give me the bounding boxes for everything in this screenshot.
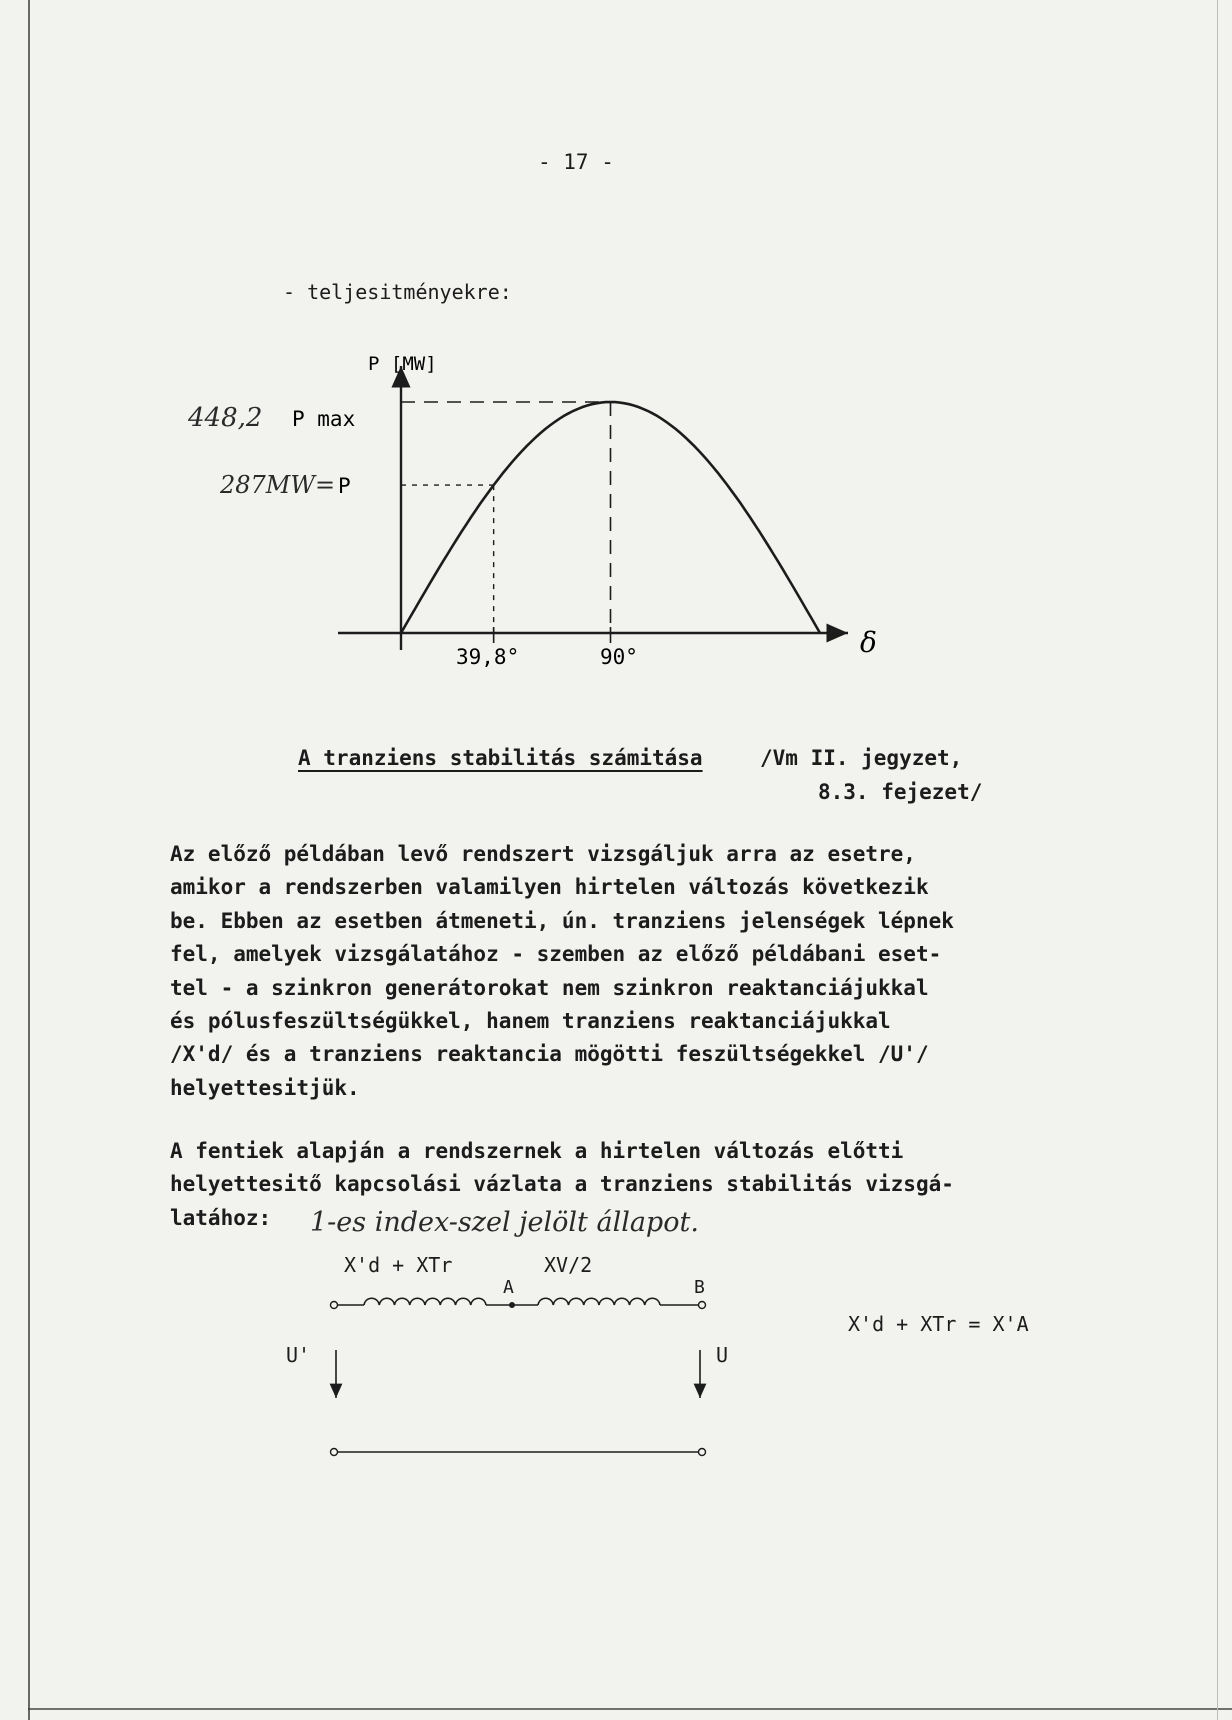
terminal-left-top bbox=[331, 1302, 338, 1309]
node-a-label: A bbox=[503, 1277, 514, 1298]
handwritten-note: 1-es index-szel jelölt állapot. bbox=[310, 1207, 699, 1238]
page-border-bottom bbox=[28, 1708, 1232, 1710]
y-tick-label-p: P bbox=[338, 474, 351, 498]
power-angle-chart bbox=[0, 0, 1232, 720]
paragraph-1-line: amikor a rendszerben valamilyen hirtelen változás következik bbox=[170, 875, 929, 900]
reference-line-2: 8.3. fejezet/ bbox=[818, 780, 983, 804]
reactance-coil-2 bbox=[538, 1298, 660, 1305]
label-second-reactance: XV/2 bbox=[544, 1253, 593, 1277]
handwritten-p-value: 287MW= bbox=[220, 471, 336, 499]
node-b-label: B bbox=[694, 1277, 705, 1298]
label-first-reactance: X'd + XTr bbox=[344, 1253, 453, 1277]
paragraph-1-line: helyettesitjük. bbox=[170, 1075, 360, 1100]
y-tick-label-pmax: P max bbox=[292, 407, 356, 431]
terminal-right-top bbox=[699, 1302, 706, 1309]
page-number: - 17 - bbox=[538, 150, 614, 174]
node-a-dot bbox=[509, 1302, 515, 1308]
paragraph-1-line: és pólusfeszültségükkel, hanem tranziens reaktanciájukkal bbox=[170, 1009, 891, 1034]
voltage-left-label: U' bbox=[286, 1343, 311, 1367]
terminal-left-bottom bbox=[331, 1449, 338, 1456]
terminal-right-bottom bbox=[699, 1449, 706, 1456]
paragraph-1-line: fel, amelyek vizsgálatához - szemben az előző példábani eset- bbox=[170, 942, 942, 967]
paragraph-2-line: helyettesitő kapcsolási vázlata a tranziens stabilitás vizsgá- bbox=[170, 1172, 954, 1197]
reference-line-1: /Vm II. jegyzet, bbox=[760, 746, 963, 770]
paragraph-1-line: Az előző példában levő rendszert vizsgáljuk arra az esetre, bbox=[170, 842, 916, 866]
x-tick-label-90: 90° bbox=[600, 645, 638, 669]
voltage-right-label: U bbox=[716, 1343, 729, 1367]
section-intro: - teljesitményekre: bbox=[283, 280, 512, 304]
paragraph-1-line: /X'd/ és a tranziens reaktancia mögötti feszültségekkel /U'/ bbox=[170, 1042, 929, 1067]
reactance-equation: X'd + XTr = X'A bbox=[848, 1312, 1029, 1336]
paragraph-1 bbox=[170, 838, 1080, 1105]
paragraph-2-line: A fentiek alapján a rendszernek a hirtelen változás előtti bbox=[170, 1139, 904, 1163]
x-tick-label-39-8: 39,8° bbox=[456, 645, 520, 669]
x-axis-label: δ bbox=[860, 626, 877, 659]
y-axis-label: P [MW] bbox=[368, 353, 437, 375]
handwritten-pmax-value: 448,2 bbox=[188, 403, 263, 433]
paragraph-1-line: tel - a szinkron generátorokat nem szinkron reaktanciájukkal bbox=[170, 975, 929, 1000]
paragraph-1-line: be. Ebben az esetben átmeneti, ún. tranziens jelenségek lépnek bbox=[170, 908, 954, 933]
reactance-coil-1 bbox=[364, 1298, 486, 1305]
paragraph-2-line: latához: bbox=[170, 1205, 272, 1230]
section-heading: A tranziens stabilitás számitása bbox=[298, 746, 703, 770]
